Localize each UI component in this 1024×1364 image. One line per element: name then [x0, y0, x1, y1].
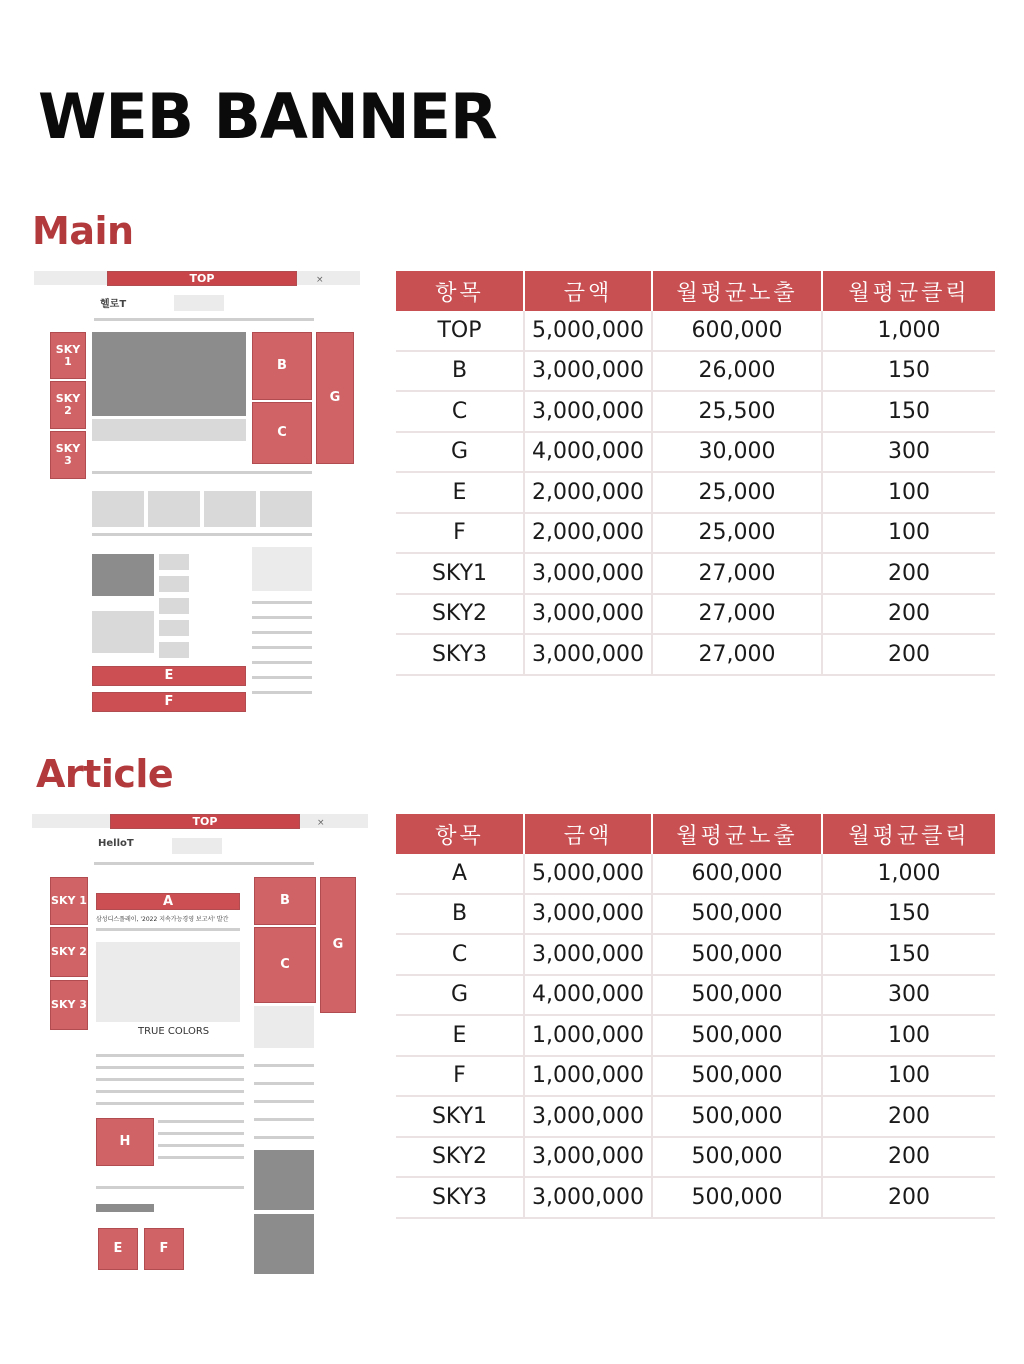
mock-side-list — [252, 616, 312, 619]
table-cell: 30,000 — [652, 432, 822, 473]
table-row — [396, 1056, 995, 1097]
table-cell: 1,000,000 — [524, 1015, 652, 1056]
column-header: 월평균노출 — [652, 814, 822, 854]
table-cell: 200 — [822, 594, 995, 635]
article-slot-c: C — [254, 927, 316, 1003]
mock-header-promo — [174, 295, 224, 311]
table-cell: 150 — [822, 351, 995, 392]
table-row — [396, 391, 995, 432]
column-header: 월평균노출 — [652, 271, 822, 311]
article-section-title: Article — [36, 752, 174, 796]
table-cell: 3,000,000 — [524, 1177, 652, 1218]
table-cell: 27,000 — [652, 634, 822, 675]
main-slot-sky2: SKY 2 — [50, 381, 86, 429]
table-row — [396, 513, 995, 554]
table-cell: 1,000,000 — [524, 1056, 652, 1097]
mock-side-ad-image — [254, 1150, 314, 1210]
mock-side-box — [252, 547, 312, 591]
table-cell: 200 — [822, 1137, 995, 1178]
table-cell: 500,000 — [652, 894, 822, 935]
table-cell: 27,000 — [652, 594, 822, 635]
mock-body-text — [96, 1066, 244, 1069]
article-slot-f: F — [144, 1228, 184, 1270]
mock-side-list — [254, 1118, 314, 1121]
mock-hero-image — [92, 332, 246, 416]
mock-person-photo — [92, 554, 154, 596]
table-cell: SKY2 — [396, 594, 524, 635]
article-slot-e: E — [98, 1228, 138, 1270]
mock-list-thumb — [159, 598, 189, 614]
table-cell: B — [396, 894, 524, 935]
main-slot-top: TOP — [107, 271, 297, 286]
table-cell: 200 — [822, 634, 995, 675]
mock-logo: HelloT — [98, 838, 134, 849]
table-row — [396, 894, 995, 935]
table-cell: 150 — [822, 391, 995, 432]
main-section-title: Main — [32, 209, 134, 253]
article-slot-top: TOP — [110, 814, 300, 829]
main-price-table — [396, 271, 995, 676]
mock-list-thumb — [159, 554, 189, 570]
table-cell: 3,000,000 — [524, 391, 652, 432]
table-row — [396, 472, 995, 513]
mock-body-text — [158, 1156, 244, 1159]
mock-photo — [92, 611, 154, 653]
mock-body-text — [96, 1090, 244, 1093]
table-cell: 500,000 — [652, 1137, 822, 1178]
mock-side-list — [252, 631, 312, 634]
mock-body-text — [96, 1078, 244, 1081]
main-slot-sky1: SKY 1 — [50, 332, 86, 379]
table-cell: 500,000 — [652, 975, 822, 1016]
table-cell: 3,000,000 — [524, 553, 652, 594]
table-cell: G — [396, 432, 524, 473]
mock-list-thumb — [159, 576, 189, 592]
mock-body-text — [96, 1102, 244, 1105]
article-slot-h: H — [96, 1118, 154, 1166]
table-cell: 600,000 — [652, 854, 822, 894]
mock-side-ad-image — [254, 1214, 314, 1274]
table-cell: B — [396, 351, 524, 392]
table-cell: 25,500 — [652, 391, 822, 432]
mock-divider — [92, 471, 312, 474]
mock-list-thumb — [159, 620, 189, 636]
table-cell: 25,000 — [652, 513, 822, 554]
table-cell: 3,000,000 — [524, 1137, 652, 1178]
table-cell: 5,000,000 — [524, 854, 652, 894]
main-slot-b: B — [252, 332, 312, 400]
article-slot-b: B — [254, 877, 316, 925]
mock-side-list — [252, 676, 312, 679]
article-slot-g: G — [320, 877, 356, 1013]
main-page-mockup — [34, 271, 360, 716]
table-cell: F — [396, 513, 524, 554]
table-cell: 100 — [822, 1056, 995, 1097]
table-cell: SKY1 — [396, 553, 524, 594]
main-slot-f: F — [92, 692, 246, 712]
mock-logo: 헬로T — [100, 299, 127, 310]
table-cell: 150 — [822, 894, 995, 935]
table-cell: 2,000,000 — [524, 513, 652, 554]
table-cell: SKY3 — [396, 634, 524, 675]
table-cell: 3,000,000 — [524, 594, 652, 635]
mock-article-heading: 삼성디스플레이, '2022 지속가능경영 보고서' 발간 — [96, 916, 229, 923]
table-row — [396, 854, 995, 894]
table-header-row — [396, 271, 995, 311]
main-slot-g: G — [316, 332, 354, 464]
mock-body-text — [158, 1132, 244, 1135]
mock-nav-bar — [94, 318, 314, 321]
column-header: 월평균클릭 — [822, 814, 995, 854]
mock-list-thumb — [159, 642, 189, 658]
table-cell: F — [396, 1056, 524, 1097]
table-cell: 3,000,000 — [524, 634, 652, 675]
mock-body-text — [158, 1120, 244, 1123]
mock-header-promo — [172, 838, 222, 854]
mock-side-list — [254, 1082, 314, 1085]
mock-side-list — [252, 691, 312, 694]
mock-news-image — [148, 491, 200, 527]
table-cell: 3,000,000 — [524, 1096, 652, 1137]
table-cell: 26,000 — [652, 351, 822, 392]
close-icon: × — [316, 275, 324, 285]
table-header-row — [396, 814, 995, 854]
table-row — [396, 975, 995, 1016]
table-cell: 5,000,000 — [524, 311, 652, 351]
mock-side-list — [254, 1064, 314, 1067]
table-cell: 100 — [822, 1015, 995, 1056]
mock-byline — [96, 928, 240, 931]
mock-body-text — [96, 1054, 244, 1057]
table-row — [396, 1177, 995, 1218]
article-page-mockup — [32, 814, 368, 1280]
main-slot-sky3: SKY 3 — [50, 431, 86, 479]
table-cell: 100 — [822, 513, 995, 554]
mock-share-icons — [96, 1204, 154, 1212]
table-cell: 3,000,000 — [524, 351, 652, 392]
table-cell: SKY1 — [396, 1096, 524, 1137]
close-icon: × — [317, 818, 325, 828]
table-cell: 1,000 — [822, 854, 995, 894]
table-cell: 200 — [822, 553, 995, 594]
table-row — [396, 553, 995, 594]
table-cell: TOP — [396, 311, 524, 351]
table-cell: G — [396, 975, 524, 1016]
table-row — [396, 594, 995, 635]
column-header: 금액 — [524, 271, 652, 311]
table-cell: 3,000,000 — [524, 934, 652, 975]
table-row — [396, 1096, 995, 1137]
table-cell: 1,000 — [822, 311, 995, 351]
article-price-table — [396, 814, 995, 1219]
mock-side-box — [254, 1006, 314, 1048]
table-cell: 2,000,000 — [524, 472, 652, 513]
table-cell: SKY2 — [396, 1137, 524, 1178]
table-cell: E — [396, 1015, 524, 1056]
table-cell: 27,000 — [652, 553, 822, 594]
table-row — [396, 351, 995, 392]
table-row — [396, 1137, 995, 1178]
table-row — [396, 432, 995, 473]
table-cell: 200 — [822, 1096, 995, 1137]
main-slot-c: C — [252, 402, 312, 464]
column-header: 항목 — [396, 271, 524, 311]
mock-body-text — [96, 1186, 244, 1189]
mock-image-caption: TRUE COLORS — [138, 1026, 210, 1037]
main-slot-e: E — [92, 666, 246, 686]
table-cell: 200 — [822, 1177, 995, 1218]
mock-nav-bar — [94, 862, 314, 865]
mock-news-image — [260, 491, 312, 527]
column-header: 월평균클릭 — [822, 271, 995, 311]
mock-news-image — [204, 491, 256, 527]
table-cell: 300 — [822, 432, 995, 473]
table-cell: 100 — [822, 472, 995, 513]
table-row — [396, 311, 995, 351]
mock-side-list — [252, 601, 312, 604]
column-header: 항목 — [396, 814, 524, 854]
table-cell: 500,000 — [652, 1096, 822, 1137]
table-cell: 500,000 — [652, 1177, 822, 1218]
table-cell: 4,000,000 — [524, 432, 652, 473]
table-cell: 3,000,000 — [524, 894, 652, 935]
table-cell: C — [396, 934, 524, 975]
table-cell: C — [396, 391, 524, 432]
table-cell: 500,000 — [652, 934, 822, 975]
column-header: 금액 — [524, 814, 652, 854]
mock-thumbnail-row — [92, 419, 246, 441]
mock-body-text — [158, 1144, 244, 1147]
table-cell: 300 — [822, 975, 995, 1016]
page-title: WEB BANNER — [38, 80, 497, 153]
table-row — [396, 934, 995, 975]
mock-article-image — [96, 942, 240, 1022]
table-cell: A — [396, 854, 524, 894]
table-cell: 500,000 — [652, 1056, 822, 1097]
table-cell: E — [396, 472, 524, 513]
mock-caption-line — [92, 533, 312, 536]
table-cell: SKY3 — [396, 1177, 524, 1218]
mock-side-list — [254, 1136, 314, 1139]
mock-side-list — [252, 661, 312, 664]
mock-side-list — [252, 646, 312, 649]
article-slot-sky1: SKY 1 — [50, 877, 88, 925]
table-row — [396, 634, 995, 675]
table-cell: 25,000 — [652, 472, 822, 513]
table-cell: 500,000 — [652, 1015, 822, 1056]
table-row — [396, 1015, 995, 1056]
table-cell: 150 — [822, 934, 995, 975]
table-cell: 600,000 — [652, 311, 822, 351]
article-slot-sky2: SKY 2 — [50, 927, 88, 977]
table-cell: 4,000,000 — [524, 975, 652, 1016]
mock-news-image — [92, 491, 144, 527]
mock-side-list — [254, 1100, 314, 1103]
article-slot-a: A — [96, 893, 240, 910]
article-slot-sky3: SKY 3 — [50, 980, 88, 1030]
